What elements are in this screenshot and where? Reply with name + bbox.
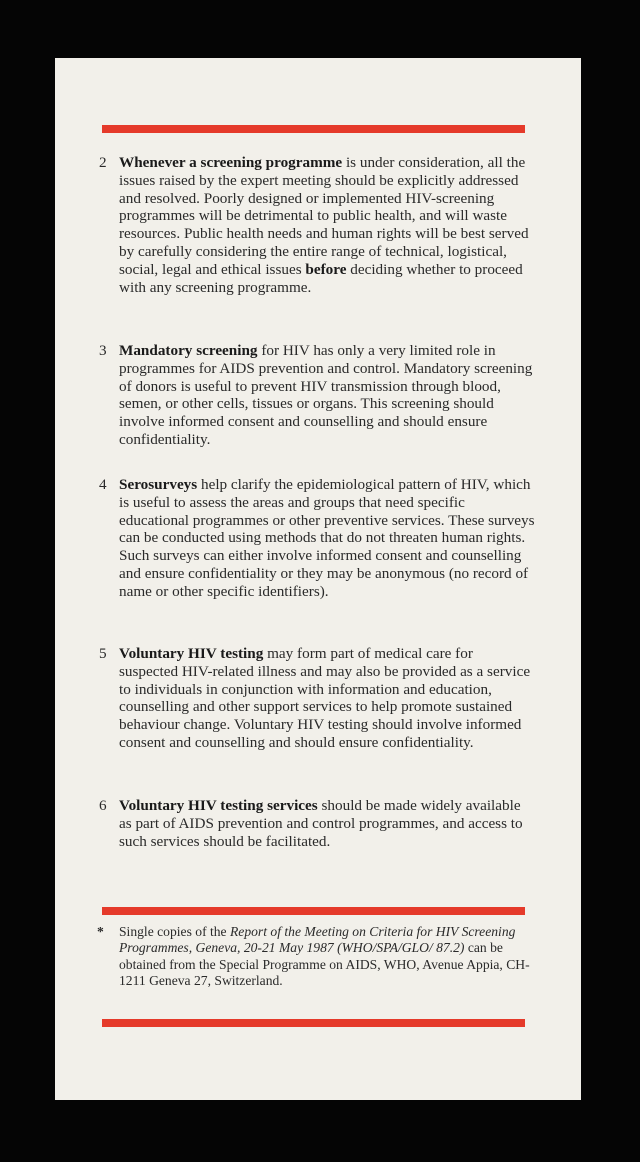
item-lead: Serosurveys — [119, 476, 198, 493]
list-item-5 — [95, 645, 535, 752]
item-number: 5 — [99, 645, 107, 662]
middle-red-rule — [102, 907, 525, 915]
top-red-rule — [102, 125, 525, 133]
item-number: 2 — [99, 154, 107, 171]
leaflet-page — [55, 58, 581, 1100]
item-number: 3 — [99, 342, 107, 359]
item-number: 6 — [99, 797, 107, 814]
bottom-red-rule — [102, 1019, 525, 1027]
item-tail: deciding whether to proceed with any screening programme. — [119, 260, 523, 296]
item-body: should be made widely available as part of AIDS prevention and control programmes, and access to such services should be facilitated. — [119, 797, 523, 850]
item-text — [119, 342, 535, 449]
item-text — [119, 645, 535, 752]
item-text — [119, 154, 535, 296]
item-text — [119, 476, 535, 601]
item-lead: Mandatory screening — [119, 342, 258, 359]
item-body: for HIV has only a very limited role in programmes for AIDS prevention and control. Mandatory screening of donors is useful to prevent HIV transmission through blood, semen, or other cells, tissues or organs. This screening should involve informed consent and counselling and should ensure confidentiality. — [119, 342, 533, 448]
list-item-4 — [95, 476, 535, 601]
footnote — [95, 924, 535, 990]
item-body: help clarify the epidemiological pattern of HIV, which is useful to assess the areas and groups that need specific educational programmes or other preventive services. These surveys can be conducted using methods that do not threaten human rights. Such surveys can either involve informed consent and counselling and ensure confidentiality or they may be anonymous (no record of name or other specific identifiers). — [119, 476, 535, 600]
item-lead: Voluntary HIV testing — [119, 645, 264, 662]
footnote-prefix: Single copies of the — [119, 924, 230, 939]
item-lead: Voluntary HIV testing services — [119, 797, 318, 814]
list-item-6 — [95, 797, 535, 850]
report-title: Report of the Meeting on Criteria for HIV Screening Programmes, Geneva, 20-21 May 1987 (WHO/SPA/GLO/ 87.2) — [119, 924, 516, 956]
list-item-3 — [95, 342, 535, 449]
item-body: may form part of medical care for suspected HIV-related illness and may also be provided as a service to individuals in conjunction with information and education, counselling and other support services to help promote sustained behaviour change. Voluntary HIV testing should involve informed consent and counselling and should ensure confidentiality. — [119, 645, 531, 751]
footnote-suffix: can be obtained from the Special Programme on AIDS, WHO, Avenue Appia, CH-1211 Geneva 27, Switzerland. — [119, 940, 530, 989]
item-lead: Whenever a screening programme — [119, 154, 343, 171]
list-item-2 — [95, 154, 535, 296]
footnote-marker: * — [97, 924, 104, 939]
item-text — [119, 797, 535, 850]
footnote-text — [119, 924, 535, 990]
item-body: is under consideration, all the issues raised by the expert meeting should be explicitly addressed and resolved. Poorly designed or implemented HIV-screening programmes will be detrimental to public health, and will waste resources. Public health needs and human rights will be best served by carefully considering the entire range of technical, logistical, social, legal and ethical issues — [119, 154, 529, 278]
item-number: 4 — [99, 476, 107, 493]
item-emphasis: before — [305, 260, 347, 278]
